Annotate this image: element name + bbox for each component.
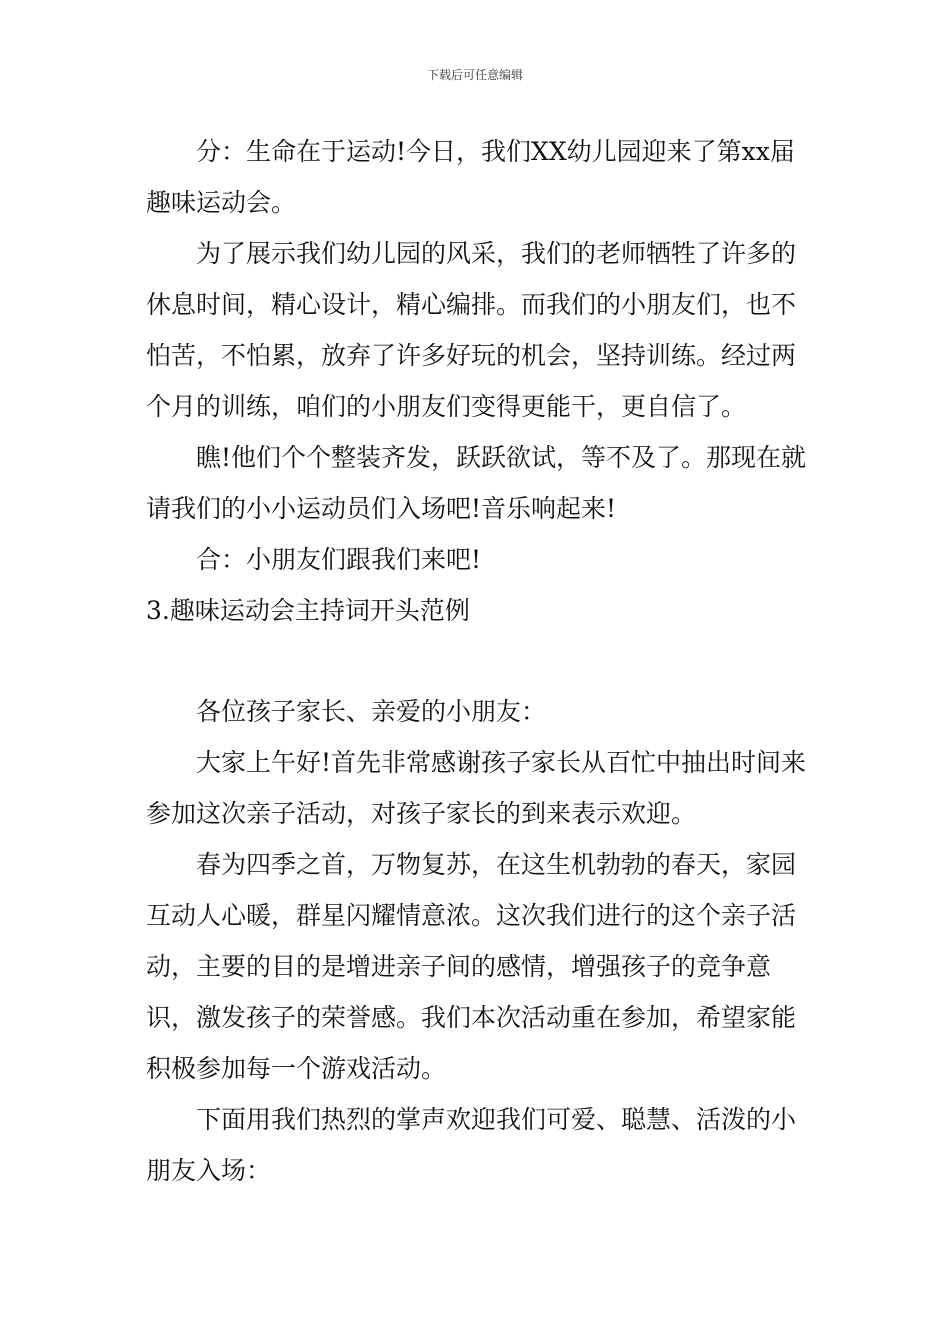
paragraph-together: 合：小朋友们跟我们来吧! <box>196 545 482 574</box>
page-header: 下载后可任意编辑 <box>426 68 523 82</box>
document-body <box>146 126 810 1196</box>
paragraph-spring: 春为四季之首，万物复苏，在这生机勃勃的春天，家园互动人心暖，群星闪耀情意浓。这次我们进行的这个亲子活动，主要的目的是增进亲子间的感情，增强孩子的竞争意识，激发孩子的荣誉感。我们本次活动重在参加，希望家能积极参加每一个游戏活动。 <box>146 850 797 1083</box>
paragraph-salutation: 各位孩子家长、亲爱的小朋友： <box>196 697 547 726</box>
paragraph-athletes-entrance: 瞧!他们个个整装齐发，跃跃欲试，等不及了。那现在就请我们的小小运动员们入场吧!音乐响起来! <box>146 443 807 523</box>
section-heading: 3.趣味运动会主持词开头范例 <box>146 596 470 625</box>
paragraph-welcome: 下面用我们热烈的掌声欢迎我们可爱、聪慧、活泼的小朋友入场： <box>146 1105 797 1185</box>
section-spacer <box>146 636 810 686</box>
paragraph-opening: 分：生命在于运动!今日，我们XX幼儿园迎来了第xx届趣味运动会。 <box>146 137 795 217</box>
paragraph-teachers-children: 为了展示我们幼儿园的风采，我们的老师牺牲了许多的休息时间，精心设计，精心编排。而我们的小朋友们，也不怕苦，不怕累，放弃了许多好玩的机会，坚持训练。经过两个月的训练，咱们的小朋友们变得更能干，更自信了。 <box>146 239 797 421</box>
paragraph-greeting: 大家上午好!首先非常感谢孩子家长从百忙中抽出时间来参加这次亲子活动，对孩子家长的到来表示欢迎。 <box>146 748 807 828</box>
